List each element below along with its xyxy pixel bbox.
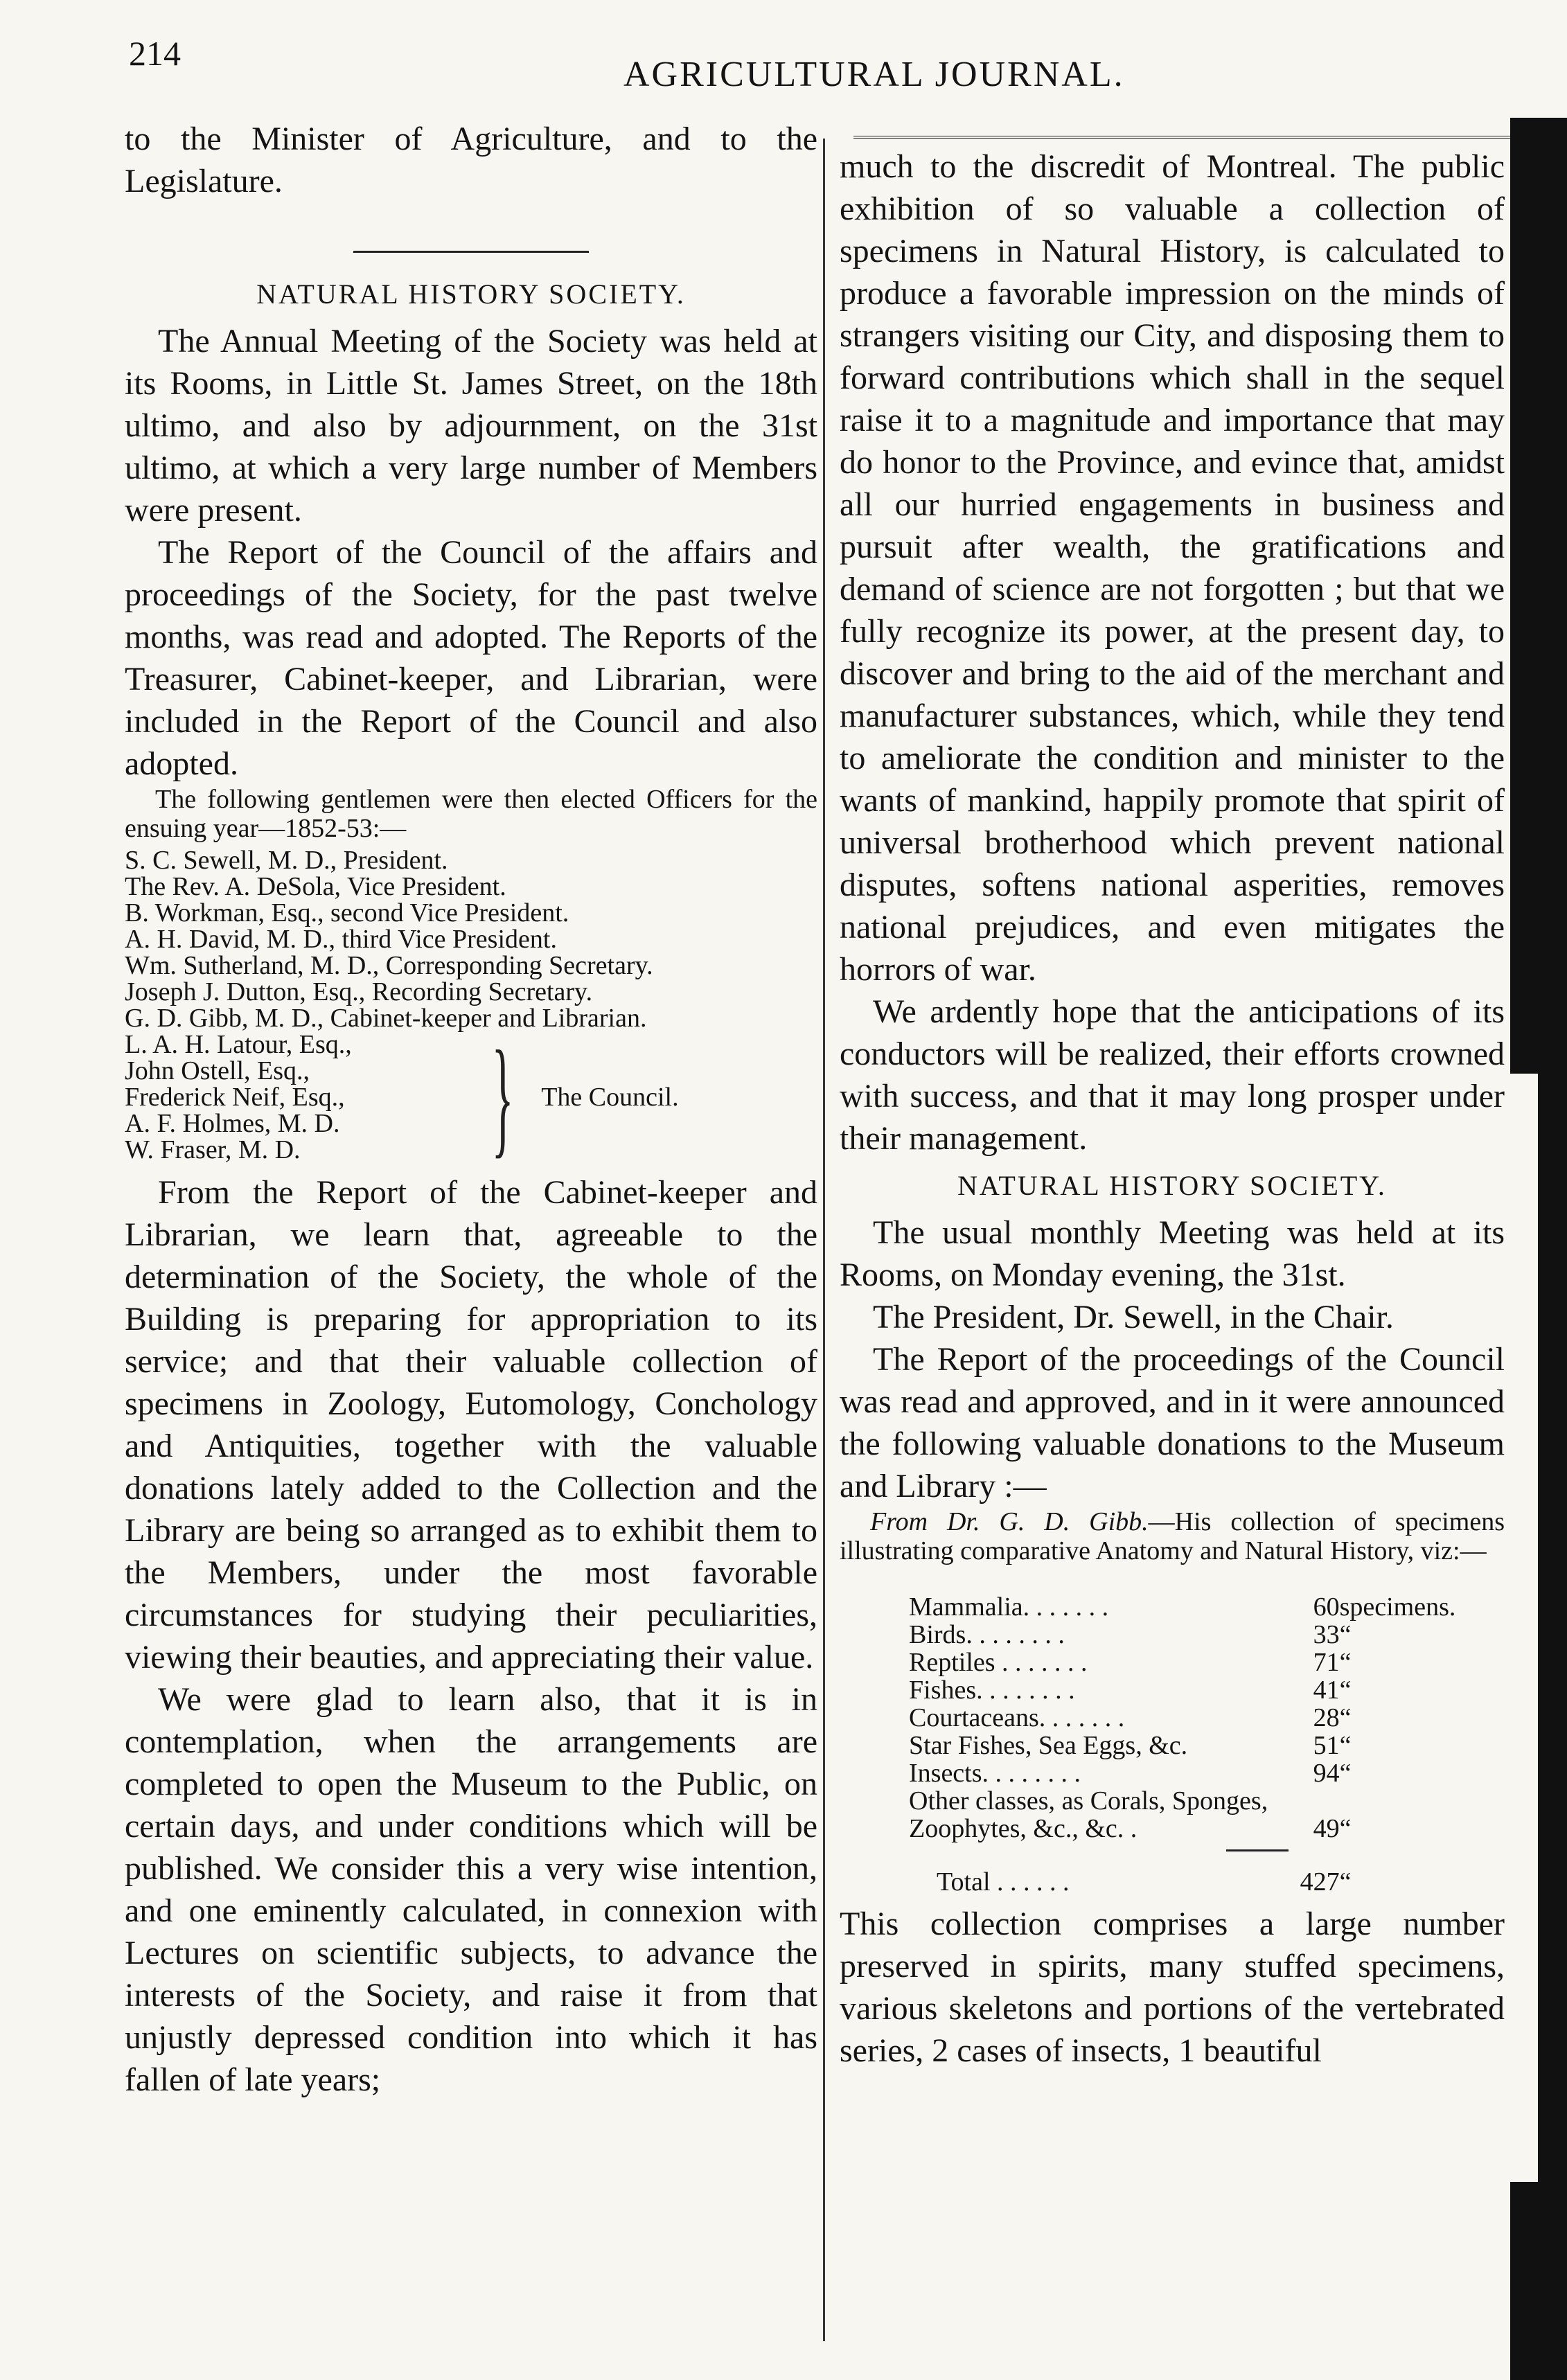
council-label: The Council. bbox=[541, 1083, 679, 1112]
total-label: Total . . . . . . bbox=[937, 1867, 1070, 1897]
specimen-category: Star Fishes, Sea Eggs, &c. bbox=[909, 1731, 1188, 1760]
officer-entry: B. Workman, Esq., second Vice President. bbox=[125, 898, 569, 927]
officer-entry: The Rev. A. DeSola, Vice President. bbox=[125, 872, 506, 901]
specimen-count: 94 bbox=[1313, 1759, 1340, 1788]
table-row bbox=[909, 1649, 1505, 1676]
paragraph: We were glad to learn also, that it is in contemplation, when the arrangements are completed to open the Museum to the Public, on certain days, and under conditions which will be published. We consider this a very wise intention, and one eminently calculated, in connexion with Lectures on scientific subjects, to advance the interests of the Society, and raise it from that unjustly depressed condition into which it has fallen of late years; bbox=[125, 1681, 817, 2098]
council-members bbox=[125, 1031, 485, 1163]
specimen-count: 60 bbox=[1313, 1592, 1340, 1622]
specimen-count: 71 bbox=[1313, 1648, 1340, 1677]
table-row bbox=[909, 1704, 1505, 1732]
council-member: L. A. H. Latour, Esq., bbox=[125, 1030, 352, 1059]
paragraph: The Report of the proceedings of the Council was read and approved, and in it were announced the following valuable donations to the Museum and Library :— bbox=[840, 1341, 1505, 1504]
specimen-category: Mammalia. . . . . . . bbox=[909, 1592, 1109, 1622]
council-member: John Ostell, Esq., bbox=[125, 1056, 310, 1085]
specimen-count: 51 bbox=[1313, 1731, 1340, 1760]
specimen-count: 41 bbox=[1313, 1676, 1340, 1705]
right-column bbox=[840, 145, 1505, 2072]
page-edge-shadow bbox=[1510, 118, 1567, 2380]
council-member: A. F. Holmes, M. D. bbox=[125, 1109, 340, 1138]
table-row bbox=[909, 1676, 1505, 1704]
total-unit: “ bbox=[1339, 1867, 1352, 1897]
total-row bbox=[909, 1851, 1505, 1896]
specimen-category: Fishes. . . . . . . . bbox=[909, 1676, 1075, 1705]
specimen-category: Reptiles . . . . . . . bbox=[909, 1648, 1088, 1677]
specimen-unit: “ bbox=[1339, 1648, 1352, 1677]
table-row bbox=[909, 1593, 1505, 1621]
brace-glyph: } bbox=[491, 1024, 514, 1170]
page-number: 214 bbox=[129, 34, 181, 73]
specimen-category: Other classes, as Corals, Sponges, Zoophytes, &c., &c. . bbox=[909, 1786, 1268, 1843]
officer-entry: Joseph J. Dutton, Esq., Recording Secretary. bbox=[125, 977, 593, 1006]
officer-entry: A. H. David, M. D., third Vice President. bbox=[125, 925, 557, 954]
table-row bbox=[909, 1787, 1505, 1842]
officer-entry: Wm. Sutherland, M. D., Corresponding Secretary. bbox=[125, 951, 653, 980]
council-member: Frederick Neif, Esq., bbox=[125, 1083, 345, 1112]
specimen-table bbox=[909, 1593, 1505, 1896]
specimen-unit: “ bbox=[1339, 1703, 1352, 1732]
officer-entry: S. C. Sewell, M. D., President. bbox=[125, 846, 448, 875]
total-rule-row bbox=[909, 1842, 1505, 1851]
total-count: 427 bbox=[1300, 1867, 1340, 1897]
running-head: AGRICULTURAL JOURNAL. bbox=[623, 55, 1125, 94]
header-rule bbox=[853, 136, 1546, 139]
table-row bbox=[909, 1732, 1505, 1759]
paragraph: We ardently hope that the anticipations of its conductors will be realized, their efforts crowned with success, and that it may long prosper under their management. bbox=[840, 993, 1505, 1157]
table-row bbox=[909, 1759, 1505, 1787]
council-member: W. Fraser, M. D. bbox=[125, 1135, 301, 1164]
donation-source: From Dr. G. D. Gibb. bbox=[870, 1507, 1149, 1536]
specimen-unit: “ bbox=[1339, 1620, 1352, 1649]
specimen-count: 28 bbox=[1313, 1703, 1340, 1732]
specimen-count: 49 bbox=[1313, 1814, 1340, 1843]
paragraph: The Annual Meeting of the Society was held at its Rooms, in Little St. James Street, on the 18th ultimo, and also by adjournment, on the 31st ultimo, at which a very large number of Members were present. bbox=[125, 323, 817, 529]
donation-text: —His collection of specimens illustrating comparative Anatomy and Natural History, viz:— bbox=[840, 1507, 1505, 1565]
intro-paragraph: to the Minister of Agriculture, and to the Legislature. bbox=[125, 121, 817, 199]
specimen-unit: “ bbox=[1339, 1814, 1352, 1843]
column-divider bbox=[823, 139, 825, 2341]
paragraph: This collection comprises a large number preserved in spirits, many stuffed specimens, various skeletons and portions of the vertebrated series, 2 cases of insects, 1 beautiful bbox=[840, 1906, 1505, 2069]
paragraph: The usual monthly Meeting was held at its Rooms, on Monday evening, the 31st. bbox=[840, 1214, 1505, 1293]
officer-entry: G. D. Gibb, M. D., Cabinet-keeper and Librarian. bbox=[125, 1004, 647, 1033]
section-title: NATURAL HISTORY SOCIETY. bbox=[957, 1170, 1387, 1201]
specimen-category: Insects. . . . . . . . bbox=[909, 1759, 1081, 1788]
officers-intro: The following gentlemen were then elected Officers for the ensuing year—1852-53:— bbox=[125, 785, 817, 843]
specimen-unit: “ bbox=[1339, 1676, 1352, 1705]
paragraph: The Report of the Council of the affairs and proceedings of the Society, for the past twelve months, was read and adopted. The Reports of the Treasurer, Cabinet-keeper, and Librarian, were included in the Report of the Council and also adopted. bbox=[125, 534, 817, 782]
donation-entry bbox=[840, 1507, 1505, 1565]
section-title: NATURAL HISTORY SOCIETY. bbox=[256, 278, 686, 310]
continuation-paragraph: much to the discredit of Montreal. The public exhibition of so valuable a collection of specimens in Natural History, is calculated to produce a favorable impression on the minds of strangers visiting our City, and disposing them to forward contributions which shall in the sequel raise it to a magnitude and importance that may do honor to the Province, and evince that, amidst all our hurried engagements in business and pursuit after wealth, the gratifications and demand of science are not forgotten ; but that we fully recognize its power, at the present day, to discover and bring to the aid of the merchant and manufacturer substances, which, while they tend to ameliorate the condition and minister to the wants of mankind, happily promote that spirit of universal brotherhood which prevent national disputes, softens national asperities, removes national prejudices, and even mitigates the horrors of war. bbox=[840, 148, 1505, 988]
paragraph: From the Report of the Cabinet-keeper and Librarian, we learn that, agreeable to the determination of the Society, the whole of the Building is preparing for appropriation to its service; and that their valuable collection of specimens in Zoology, Eutomology, Conchology and Antiquities, together with the valuable donations lately added to the Collection and the Library are being so arranged as to exhibit them to the Members, under the most favorable circumstances for studying their peculiarities, viewing their beauties, and appreciating their value. bbox=[125, 1174, 817, 1676]
paragraph: The President, Dr. Sewell, in the Chair. bbox=[873, 1299, 1394, 1335]
page-edge-gap bbox=[1510, 1074, 1538, 2182]
table-row bbox=[909, 1621, 1505, 1649]
section-rule bbox=[353, 251, 589, 253]
specimen-unit: “ bbox=[1339, 1759, 1352, 1788]
council-group bbox=[125, 1024, 817, 1170]
specimen-unit: specimens. bbox=[1339, 1592, 1456, 1622]
specimen-count: 33 bbox=[1313, 1620, 1340, 1649]
left-column bbox=[125, 118, 817, 2101]
officers-list bbox=[125, 846, 817, 1170]
specimen-category: Birds. . . . . . . . bbox=[909, 1620, 1065, 1649]
specimen-category: Courtaceans. . . . . . . bbox=[909, 1703, 1125, 1732]
specimen-unit: “ bbox=[1339, 1731, 1352, 1760]
